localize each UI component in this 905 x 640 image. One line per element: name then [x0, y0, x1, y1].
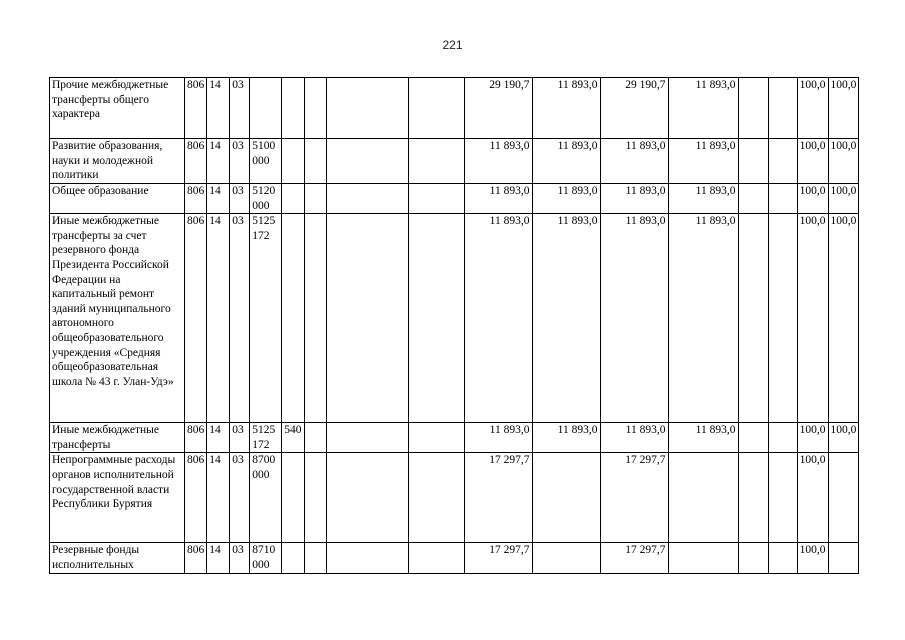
value-1: 17 297,7: [464, 543, 532, 573]
code-rz: 14: [207, 78, 230, 139]
empty-cell: [408, 543, 464, 573]
empty-cell: [326, 453, 408, 543]
code-vr: [282, 453, 304, 543]
value-2: [532, 453, 600, 543]
empty-cell: [304, 139, 326, 184]
row-name: Общее образование: [50, 184, 185, 214]
row-name: Непрограммные расходы органов исполнительной государственной власти Республики Бурятия: [50, 453, 185, 543]
value-3: 11 893,0: [600, 184, 668, 214]
row-name: Иные межбюджетные трансферты за счет резервного фонда Президента Российской Федерации на капитальный ремонт зданий муниципального автономного общеобразовательного учреждения «Средняя общеобразовательная школа № 43 г. Улан-Удэ»: [50, 214, 185, 423]
code-vr: [282, 184, 304, 214]
empty-cell: [738, 78, 768, 139]
code-csr: 8700 000: [250, 453, 282, 543]
code-vr: 540: [282, 423, 304, 453]
code-pr: 03: [230, 139, 250, 184]
code-pr: 03: [230, 214, 250, 423]
empty-cell: [408, 423, 464, 453]
code-pr: 03: [230, 184, 250, 214]
percent-1: 100,0: [797, 184, 828, 214]
percent-1: 100,0: [797, 543, 828, 573]
empty-cell: [738, 543, 768, 573]
row-name: Иные межбюджетные трансферты: [50, 423, 185, 453]
budget-table: [49, 77, 859, 574]
value-3: 11 893,0: [600, 214, 668, 423]
empty-cell: [738, 453, 768, 543]
code-csr: [250, 78, 282, 139]
empty-cell: [408, 139, 464, 184]
percent-1: 100,0: [797, 214, 828, 423]
code-ved: 806: [185, 78, 207, 139]
code-pr: 03: [230, 78, 250, 139]
value-3: 17 297,7: [600, 453, 668, 543]
percent-1: 100,0: [797, 453, 828, 543]
row-name: Резервные фонды исполнительных: [50, 543, 185, 573]
empty-cell: [408, 453, 464, 543]
value-4: 11 893,0: [668, 78, 738, 139]
code-rz: 14: [207, 453, 230, 543]
code-csr: 8710 000: [250, 543, 282, 573]
percent-2: 100,0: [828, 214, 859, 423]
code-pr: 03: [230, 453, 250, 543]
percent-2: 100,0: [828, 139, 859, 184]
empty-cell: [304, 423, 326, 453]
empty-cell: [304, 214, 326, 423]
value-4: 11 893,0: [668, 184, 738, 214]
percent-2: 100,0: [828, 184, 859, 214]
empty-cell: [768, 184, 797, 214]
empty-cell: [326, 214, 408, 423]
empty-cell: [738, 214, 768, 423]
code-vr: [282, 543, 304, 573]
value-4: [668, 453, 738, 543]
value-1: 11 893,0: [464, 214, 532, 423]
code-csr: 5120 000: [250, 184, 282, 214]
empty-cell: [304, 453, 326, 543]
percent-1: 100,0: [797, 78, 828, 139]
code-rz: 14: [207, 184, 230, 214]
code-vr: [282, 78, 304, 139]
value-2: 11 893,0: [532, 139, 600, 184]
empty-cell: [304, 184, 326, 214]
code-vr: [282, 139, 304, 184]
code-vr: [282, 214, 304, 423]
value-3: 11 893,0: [600, 139, 668, 184]
table-row: [50, 78, 859, 139]
value-2: 11 893,0: [532, 214, 600, 423]
code-pr: 03: [230, 543, 250, 573]
code-rz: 14: [207, 423, 230, 453]
empty-cell: [738, 139, 768, 184]
code-pr: 03: [230, 423, 250, 453]
value-3: 17 297,7: [600, 543, 668, 573]
value-1: 17 297,7: [464, 453, 532, 543]
table-row: [50, 453, 859, 543]
page-number: 221: [442, 38, 463, 52]
value-3: 29 190,7: [600, 78, 668, 139]
percent-1: 100,0: [797, 139, 828, 184]
value-4: 11 893,0: [668, 214, 738, 423]
row-name: Прочие межбюджетные трансферты общего характера: [50, 78, 185, 139]
table-row: [50, 423, 859, 453]
code-ved: 806: [185, 139, 207, 184]
empty-cell: [326, 543, 408, 573]
value-4: 11 893,0: [668, 423, 738, 453]
empty-cell: [408, 78, 464, 139]
code-ved: 806: [185, 453, 207, 543]
empty-cell: [304, 78, 326, 139]
empty-cell: [408, 184, 464, 214]
table-row: [50, 214, 859, 423]
empty-cell: [408, 214, 464, 423]
empty-cell: [326, 139, 408, 184]
empty-cell: [326, 423, 408, 453]
percent-2: [828, 543, 859, 573]
empty-cell: [326, 78, 408, 139]
value-1: 11 893,0: [464, 423, 532, 453]
percent-2: [828, 453, 859, 543]
empty-cell: [326, 184, 408, 214]
code-ved: 806: [185, 184, 207, 214]
empty-cell: [768, 423, 797, 453]
value-2: 11 893,0: [532, 184, 600, 214]
empty-cell: [738, 184, 768, 214]
table-row: [50, 184, 859, 214]
empty-cell: [768, 78, 797, 139]
empty-cell: [768, 214, 797, 423]
value-1: 11 893,0: [464, 139, 532, 184]
code-rz: 14: [207, 139, 230, 184]
code-ved: 806: [185, 543, 207, 573]
code-csr: 5125 172: [250, 423, 282, 453]
value-2: 11 893,0: [532, 78, 600, 139]
row-name: Развитие образования, науки и молодежной политики: [50, 139, 185, 184]
value-1: 11 893,0: [464, 184, 532, 214]
percent-1: 100,0: [797, 423, 828, 453]
value-4: 11 893,0: [668, 139, 738, 184]
empty-cell: [768, 543, 797, 573]
percent-2: 100,0: [828, 78, 859, 139]
empty-cell: [304, 543, 326, 573]
table-row: [50, 139, 859, 184]
code-rz: 14: [207, 214, 230, 423]
code-csr: 5100 000: [250, 139, 282, 184]
empty-cell: [738, 423, 768, 453]
value-4: [668, 543, 738, 573]
code-rz: 14: [207, 543, 230, 573]
code-csr: 5125 172: [250, 214, 282, 423]
code-ved: 806: [185, 214, 207, 423]
value-1: 29 190,7: [464, 78, 532, 139]
value-2: [532, 543, 600, 573]
value-3: 11 893,0: [600, 423, 668, 453]
empty-cell: [768, 453, 797, 543]
percent-2: 100,0: [828, 423, 859, 453]
code-ved: 806: [185, 423, 207, 453]
value-2: 11 893,0: [532, 423, 600, 453]
table-row: [50, 543, 859, 573]
empty-cell: [768, 139, 797, 184]
